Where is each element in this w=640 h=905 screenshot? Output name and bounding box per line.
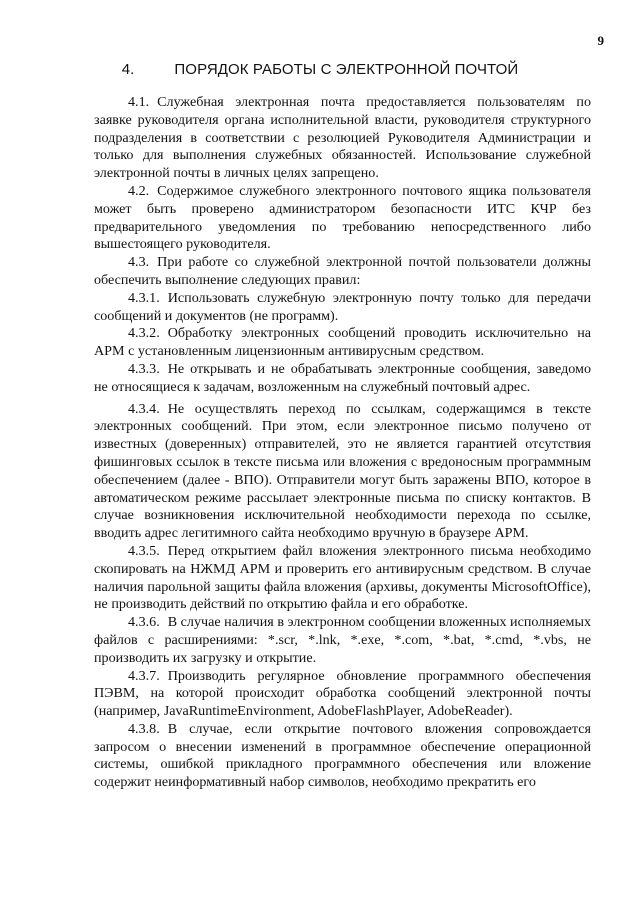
paragraph-4-3-5 (94, 543, 591, 614)
paragraph-text: В случае наличия в электронном сообщении вложенных исполняемых файлов с расширениями: *.scr, *.lnk, *.exe, *.com, *.bat, *.cmd, *.vbs, не производить их загрузку и открытие. (94, 614, 591, 666)
paragraph-4-3-6 (94, 614, 591, 667)
paragraph-4-3-1 (94, 290, 591, 326)
paragraph-text: Содержимое служебного электронного почтового ящика пользователя может быть проверено администратором безопасности ИТС КЧР без предварительного уведомления по требованию непосредственного либо вышестоящего руководителя. (94, 182, 591, 253)
paragraph-4-3-4 (94, 401, 591, 543)
paragraph-number: 4.3.3. (128, 360, 160, 377)
paragraph-text: В случае, если открытие почтового вложения сопровождается запросом о внесении изменений в программное обеспечение операционной системы, ошибкой прикладного программного обеспечения или вложение содержит неинформативный набор символов, необходимо прекратить его (94, 720, 591, 791)
paragraph-number: 4.3.4. (128, 400, 160, 417)
paragraph-number: 4.1. (128, 94, 150, 110)
document-body (94, 94, 591, 792)
paragraph-text: Обработку электронных сообщений проводить исключительно на АРМ с установленным лицензионным антивирусным средством. (94, 325, 591, 360)
paragraph-text: Не открывать и не обрабатывать электронные сообщения, заведомо не относящиеся к задачам, возложенным на служебный почтовый адрес. (94, 360, 591, 395)
paragraph-text: Перед открытием файл вложения электронного письма необходимо скопировать на НЖМД АРМ и проверить его антивирусным средством. В случае наличия парольной защиты файла вложения (архивы, документы MicrosoftOffice), не производить действий по открытию файла и его обработке. (94, 542, 591, 613)
paragraph-number: 4.3.7. (128, 667, 160, 684)
paragraph-text: Служебная электронная почта предоставляется пользователям по заявке руководителя органа исполнительной власти, руководителя структурного подразделения в соответствии с резолюцией Руководителя Администрации и только для выполнения служебных обязанностей. Использование служебной электронной почты в личных целях запрещено. (94, 94, 591, 182)
paragraph-number: 4.3. (128, 254, 150, 271)
paragraph-4-3 (94, 254, 591, 290)
section-heading-title: ПОРЯДОК РАБОТЫ С ЭЛЕКТРОННОЙ ПОЧТОЙ (174, 61, 519, 78)
page-number: 9 (597, 33, 604, 48)
paragraph-number: 4.3.1. (128, 289, 160, 306)
paragraph-number: 4.2. (128, 182, 150, 199)
paragraph-text: Производить регулярное обновление программного обеспечения ПЭВМ, на которой происходит обработка сообщений электронной почты (например, JavaRuntimeEnvironment, AdobeFlashPlayer, AdobeReader). (94, 667, 591, 720)
paragraph-number: 4.3.2. (128, 325, 160, 342)
paragraph-text: Не осуществлять переход по ссылкам, содержащимся в тексте электронных сообщений. При этом, если электронное письмо получено от известных (доверенных) отправителей, это не является гарантией отсутствия фишинговых ссылок в тексте письма или вложения с вредоносным программным обеспечением (далее - ВПО). Отправители могут быть заражены ВПО, которое в автоматическом режиме рассылает электронные письма по списку контактов. В случае возникновения исключительной необходимости перехода по ссылке, вводить адрес легитимного сайта необходимо вручную в браузере АРМ. (94, 400, 591, 542)
paragraph-number: 4.3.5. (128, 542, 160, 559)
section-heading (0, 61, 640, 78)
paragraph-4-1 (94, 94, 591, 183)
paragraph-4-3-8 (94, 721, 591, 792)
paragraph-number: 4.3.8. (128, 720, 160, 737)
paragraph-4-3-2 (94, 325, 591, 361)
paragraph-4-3-7 (94, 668, 591, 721)
paragraph-number: 4.3.6. (128, 614, 160, 631)
section-heading-number: 4. (121, 61, 135, 78)
paragraph-text: При работе со служебной электронной почтой пользователи должны обеспечить выполнение следующих правил: (94, 254, 591, 288)
paragraph-text: Использовать служебную электронную почту только для передачи сообщений и документов (не программ). (94, 289, 591, 324)
paragraph-4-2 (94, 183, 591, 254)
paragraph-4-3-3 (94, 361, 591, 397)
